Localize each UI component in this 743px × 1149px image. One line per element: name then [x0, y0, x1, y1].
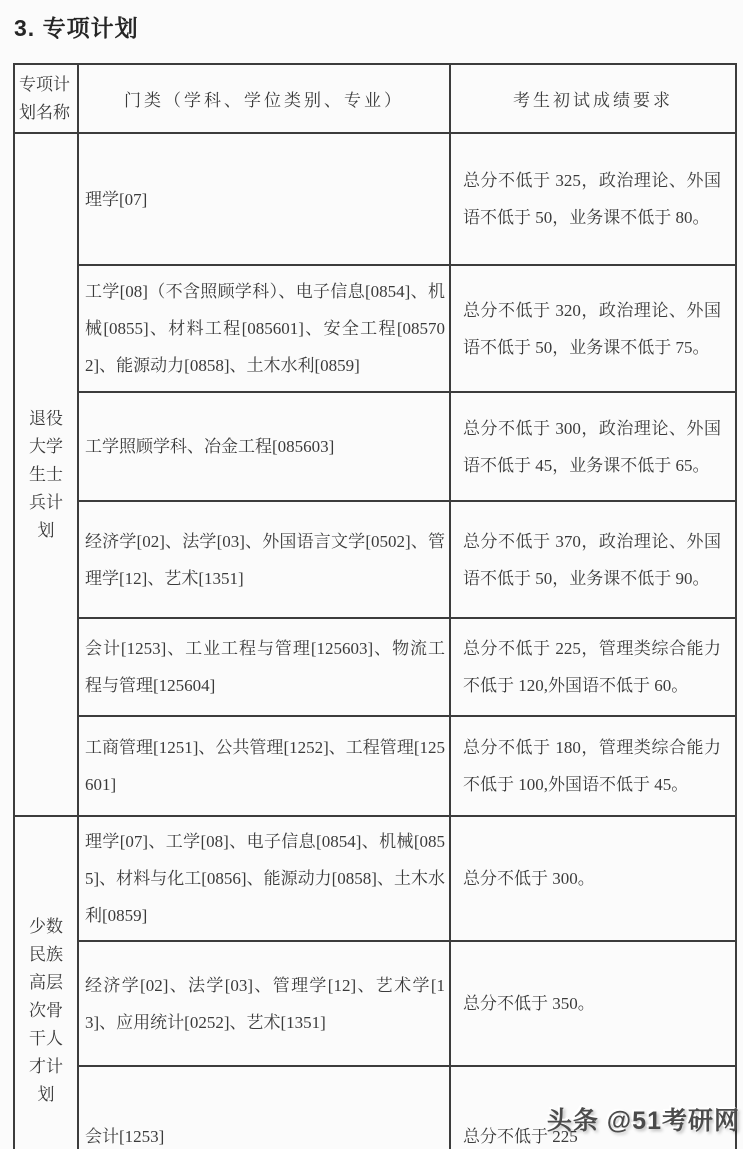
- requirement-cell: 总分不低于 370，政治理论、外国语不低于 50，业务课不低于 90。: [450, 501, 736, 618]
- plan-group-label-text: 退役大学生士兵计划: [29, 408, 63, 540]
- category-cell: 会计[1253]、工业工程与管理[125603]、物流工程与管理[125604]: [78, 618, 450, 716]
- requirement-cell: 总分不低于 325，政治理论、外国语不低于 50，业务课不低于 80。: [450, 133, 736, 265]
- table-row: [14, 392, 736, 501]
- table-row: [14, 941, 736, 1066]
- page-title: 3. 专项计划: [14, 15, 139, 41]
- table-row: [14, 265, 736, 392]
- category-cell: 理学[07]、工学[08]、电子信息[0854]、机械[0855]、材料与化工[0856]、能源动力[0858]、土木水利[0859]: [78, 816, 450, 941]
- column-header-plan-name: 专项计划名称: [14, 64, 78, 133]
- requirement-cell: 总分不低于 300，政治理论、外国语不低于 45，业务课不低于 65。: [450, 392, 736, 501]
- requirement-cell: 总分不低于 350。: [450, 941, 736, 1066]
- table-row: [14, 501, 736, 618]
- category-cell: 工学[08]（不含照顾学科）、电子信息[0854]、机械[0855]、材料工程[085601]、安全工程[085702]、能源动力[0858]、土木水利[0859]: [78, 265, 450, 392]
- requirement-cell: 总分不低于 320，政治理论、外国语不低于 50，业务课不低于 75。: [450, 265, 736, 392]
- plan-group-label-text: 少数民族高层次骨干人才计划: [29, 917, 63, 1104]
- category-cell: 工学照顾学科、冶金工程[085603]: [78, 392, 450, 501]
- category-cell: 经济学[02]、法学[03]、外国语言文学[0502]、管理学[12]、艺术[1351]: [78, 501, 450, 618]
- table-row: [14, 716, 736, 816]
- category-cell: 工商管理[1251]、公共管理[1252]、工程管理[125601]: [78, 716, 450, 816]
- table-row: [14, 618, 736, 716]
- requirement-cell: 总分不低于 300。: [450, 816, 736, 941]
- category-cell: 经济学[02]、法学[03]、管理学[12]、艺术学[13]、应用统计[0252]、艺术[1351]: [78, 941, 450, 1066]
- requirement-cell: 总分不低于 180，管理类综合能力不低于 100,外国语不低于 45。: [450, 716, 736, 816]
- table-header-row: [14, 64, 736, 133]
- plan-group-label-minority: [14, 816, 78, 1149]
- column-header-category: 门类（学科、学位类别、专业）: [78, 64, 450, 133]
- plan-group-label-veterans: [14, 133, 78, 816]
- special-plans-table: [13, 63, 737, 1149]
- table-row: [14, 816, 736, 941]
- watermark: 头条 @51考研网: [546, 1107, 740, 1135]
- requirement-cell: 总分不低于 225: [450, 1066, 736, 1149]
- table-row: [14, 133, 736, 265]
- requirement-cell: 总分不低于 225，管理类综合能力不低于 120,外国语不低于 60。: [450, 618, 736, 716]
- column-header-score-requirement: 考生初试成绩要求: [450, 64, 736, 133]
- category-cell: 会计[1253]: [78, 1066, 450, 1149]
- category-cell: 理学[07]: [78, 133, 450, 265]
